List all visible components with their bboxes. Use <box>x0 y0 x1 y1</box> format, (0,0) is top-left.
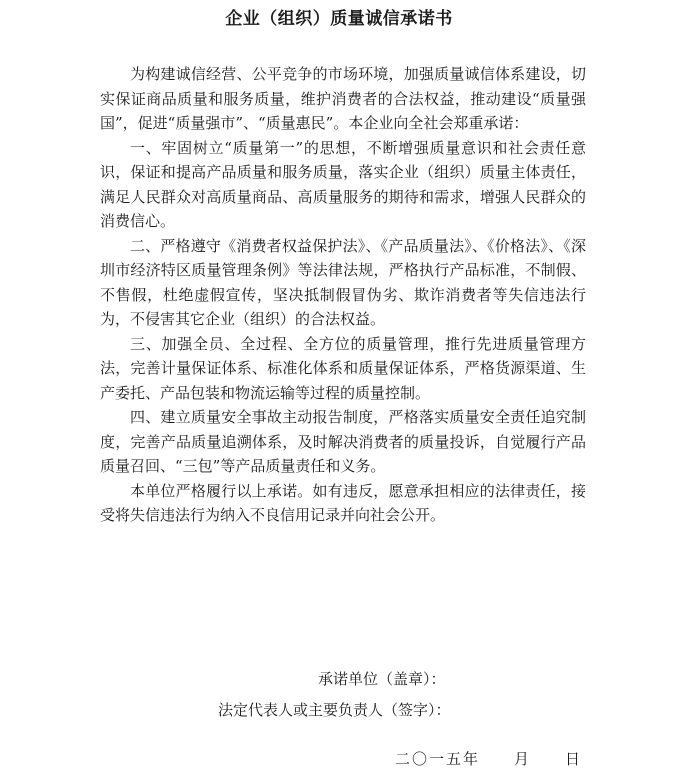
document-title: 企业（组织）质量诚信承诺书 <box>225 9 453 29</box>
commitment-paragraph-2: 二、严格遵守《消费者权益保护法》、《产品质量法》、《价格法》、《深圳市经济特区质量管理条例》等法律法规，严格执行产品标准，不制假、不售假，杜绝虚假宣传，坚决抵制假冒伪劣、欺诈消费者等失信违法行为，不侵害其它企业（组织）的合法权益。 <box>100 236 586 328</box>
commitment-paragraph-3: 三、加强全员、全过程、全方位的质量管理，推行先进质量管理方法，完善计量保证体系、标准化体系和质量保证体系，严格货源渠道、生产委托、产品包装和物流运输等过程的质量控制。 <box>100 334 586 402</box>
document-body <box>100 62 586 528</box>
intro-paragraph: 为构建诚信经营、公平竞争的市场环境，加强质量诚信体系建设，切实保证商品质量和服务质量，维护消费者的合法权益，推动建设“质量强国”，促进“质量强市”、“质量惠民”。本企业向全社会郑重承诺： <box>100 65 586 132</box>
closing-paragraph: 本单位严格履行以上承诺。如有违反，愿意承担相应的法律责任，接受将失信违法行为纳入不良信用记录并向社会公开。 <box>100 481 586 524</box>
commitment-paragraph-4: 四、建立质量安全事故主动报告制度，严格落实质量安全责任追究制度，完善产品质量追溯体系，及时解决消费者的质量投诉，自觉履行产品质量召回、“三包”等产品质量责任和义务。 <box>100 408 586 475</box>
commitment-paragraph-1: 一、牢固树立“质量第一”的思想，不断增强质量意识和社会责任意识，保证和提高产品质量和服务质量，落实企业（组织）质量主体责任，满足人民群众对高质量商品、高质量服务的期待和需求，增强人民群众的消费信心。 <box>100 138 586 230</box>
signature-representative-label: 法定代表人或主要负责人（签字）： <box>218 701 451 719</box>
signature-date: 二〇一五年 月 日 <box>395 750 583 768</box>
signature-unit-label: 承诺单位（盖章）： <box>318 670 446 688</box>
